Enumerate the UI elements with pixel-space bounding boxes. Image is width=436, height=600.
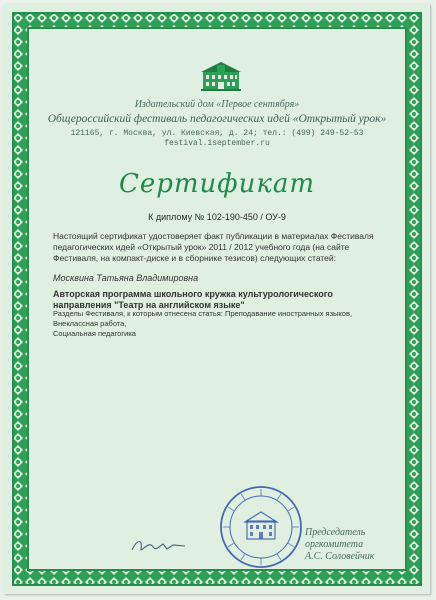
address: 121165, г. Москва, ул. Киевская, д. 24; тел.: (499) 249-52-53 [70, 129, 364, 138]
certificate-title: Сертификат [118, 169, 316, 199]
sections-line-2: Социальная педагогика [53, 329, 136, 338]
chair-committee: оргкомитета [305, 539, 364, 550]
committee-chair [305, 527, 374, 563]
sections-line-1: Разделы Фестиваля, к которым отнесена статья: Преподавание иностранных языков, Внеклассная работа, [53, 309, 353, 328]
author-name: Москвина Татьяна Владимировна [53, 273, 199, 283]
chair-name: А.С. Соловейчик [305, 551, 375, 562]
chair-title: Председатель [305, 527, 366, 538]
certificate-sheet [4, 4, 430, 594]
signature-icon [129, 535, 189, 555]
festival-name: Общероссийский фестиваль педагогических идей «Открытый урок» [47, 113, 387, 125]
festival-site: festival.1september.ru [164, 139, 270, 148]
certificate-body: Настоящий сертификат удостоверяет факт публикации в материалах Фестиваля педагогических идей «Открытый урок» 2011 / 2012 учебного года (на сайте Фестиваля, на компакт-диске и в сборнике тезисов) следующих статей: [53, 231, 374, 263]
diploma-number: К диплому № 102-190-450 / ОУ-9 [148, 212, 286, 222]
festival-sections [53, 309, 383, 339]
round-stamp-icon [219, 485, 303, 569]
building-logo-icon [201, 59, 241, 91]
work-title: Авторская программа школьного кружка культурологического направления "Театр на английском языке" [53, 289, 333, 310]
certificate-content [29, 29, 405, 569]
publisher-name: Издательский дом «Первое сентября» [134, 99, 300, 110]
